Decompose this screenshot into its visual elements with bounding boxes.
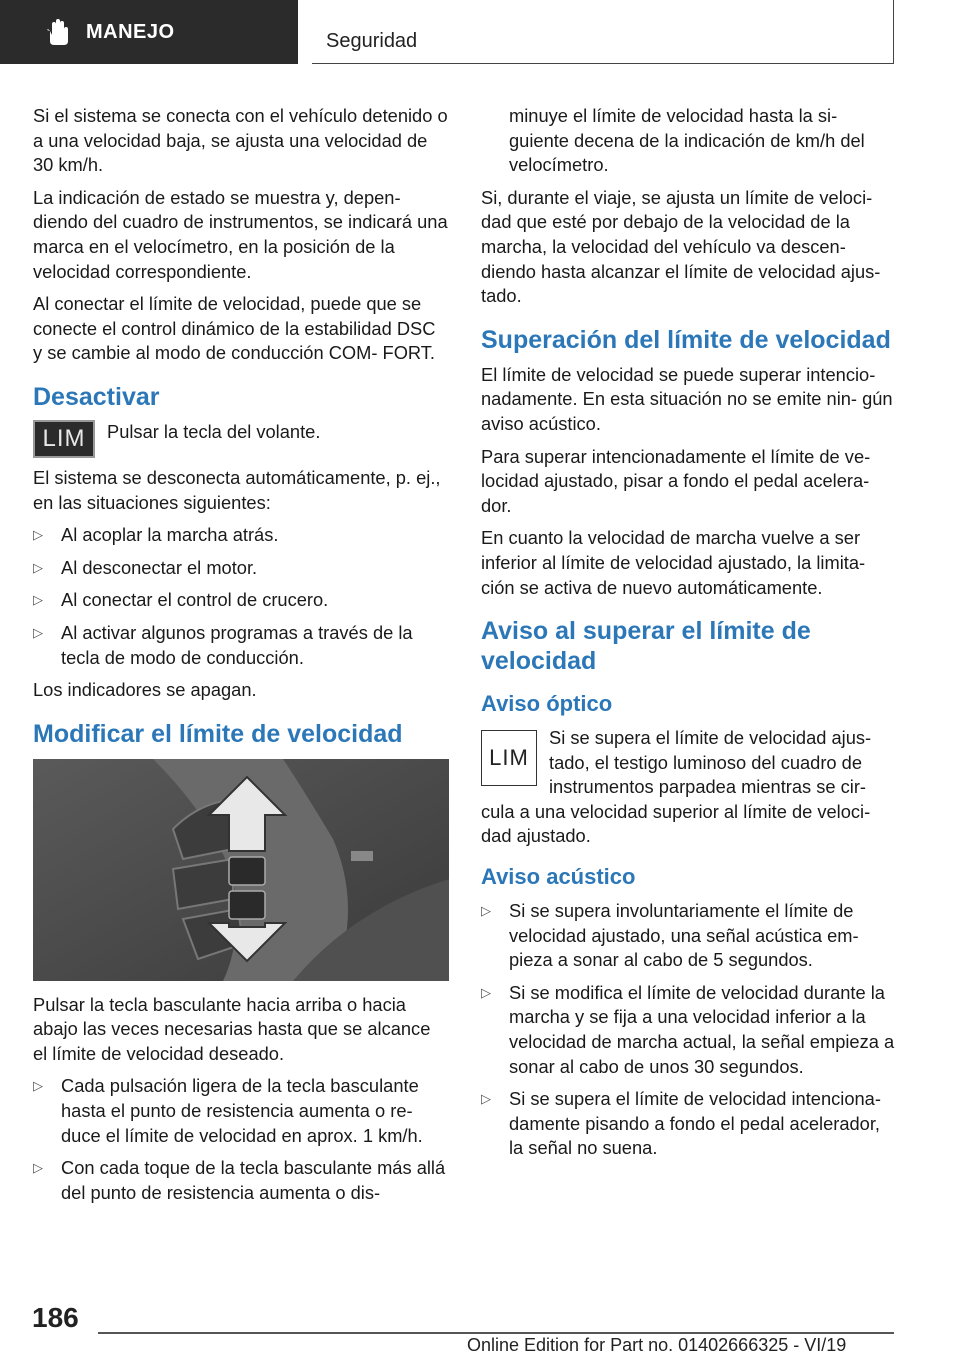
triangle-bullet-icon: ▷	[33, 592, 43, 608]
list-item: ▷ Al acoplar la marcha atrás.	[33, 523, 449, 548]
triangle-bullet-icon: ▷	[33, 559, 43, 575]
triangle-bullet-icon: ▷	[33, 1078, 43, 1094]
triangle-bullet-icon: ▷	[481, 1091, 491, 1107]
paragraph: Si el sistema se conecta con el vehículo detenido o a una velocidad baja, se ajusta una velocidad de 30 km/h.	[33, 105, 448, 176]
hand-steering-icon	[40, 13, 78, 51]
list-item: ▷ Si se supera involuntariamente el límite de velocidad ajustado, una señal acústica em‐ pieza a sonar al cabo de 5 segundos.	[481, 900, 859, 971]
chapter-tab[interactable]	[0, 0, 298, 64]
lim-indicator-icon: LIM	[481, 730, 537, 786]
triangle-bullet-icon: ▷	[33, 624, 43, 640]
list-item: ▷ Al desconectar el motor.	[33, 556, 449, 581]
paragraph: El sistema se desconecta automáticamente, p. ej., en las situaciones siguientes:	[33, 466, 441, 513]
page-number: 186	[32, 1302, 79, 1333]
paragraph: Para superar intencionadamente el límite de ve‐ locidad ajustado, pisar a fondo el pedal acelera‐ dor.	[481, 445, 871, 516]
edition-text: Online Edition for Part no. 01402666325 - VI/19	[467, 1335, 847, 1355]
list-item-continuation: minuye el límite de velocidad hasta la si‐ guiente decena de la indicación de km/h del velocímetro.	[509, 105, 865, 176]
list-item: ▷ Con cada toque de la tecla basculante más allá del punto de resistencia aumenta o dis‐	[33, 1157, 446, 1203]
footer-divider	[98, 1332, 894, 1334]
paragraph: Los indicadores se apagan.	[33, 679, 257, 701]
paragraph: Pulsar la tecla basculante hacia arriba o hacia abajo las veces necesarias hasta que se alcance el límite de velocidad deseado.	[33, 993, 431, 1064]
section-label: Seguridad	[326, 30, 418, 52]
heading-acustico: Aviso acústico	[481, 864, 636, 890]
triangle-bullet-icon: ▷	[33, 527, 43, 543]
triangle-bullet-icon: ▷	[33, 1160, 43, 1176]
optico-text: Si se supera el límite de velocidad ajus‐ tado, el testigo luminoso del cuadro de instrumentos parpadea mientras se cir‐ cula a una velocidad superior al límite de veloci‐ dad ajustado.	[481, 727, 872, 847]
paragraph: Al conectar el límite de velocidad, puede que se conecte el control dinámico de la estabilidad DSC y se cambie al modo de conducción COM‐ FORT.	[33, 293, 436, 364]
chapter-label: MANEJO	[86, 20, 175, 43]
steering-wheel-image	[33, 759, 449, 981]
heading-desactivar: Desactivar	[33, 382, 160, 411]
list-item: ▷ Si se supera el límite de velocidad intenciona‐ damente pisando a fondo el pedal acelerador, la señal no suena.	[481, 1088, 881, 1159]
heading-modificar: Modificar el límite de velocidad	[33, 719, 403, 748]
list-item: ▷ Si se modifica el límite de velocidad durante la marcha y se fija a una velocidad inferior a la velocidad de marcha actual, la señal empieza a sonar al cabo de unos 30 segundos.	[481, 981, 895, 1077]
paragraph: El límite de velocidad se puede superar intencio‐ nadamente. En esta situación no se emite nin‐ gún aviso acústico.	[481, 363, 893, 434]
triangle-bullet-icon: ▷	[481, 903, 491, 919]
left-column	[33, 104, 449, 1213]
list-item: ▷ Al conectar el control de crucero.	[33, 588, 449, 613]
heading-superacion: Superación del límite de velocidad	[481, 325, 891, 354]
optico-block	[481, 726, 897, 849]
lim-instruction	[33, 420, 449, 458]
triangle-bullet-icon: ▷	[481, 984, 491, 1000]
section-header	[312, 0, 894, 64]
paragraph: Si, durante el viaje, se ajusta un límite de veloci‐ dad que esté por debajo de la velocidad de la marcha, la velocidad del vehículo va descen‐ diendo hasta alcanzar el límite de velocidad ajus‐ tado.	[481, 186, 881, 307]
heading-aviso: Aviso al superar el límite de velocidad	[481, 617, 811, 676]
instruction-text: Pulsar la tecla del volante.	[107, 420, 321, 442]
paragraph: En cuanto la velocidad de marcha vuelve a ser inferior al límite de velocidad ajustado, la limita‐ ción se activa de nuevo automáticamente.	[481, 527, 866, 598]
list-item: ▷ Cada pulsación ligera de la tecla basculante hasta el punto de resistencia aumenta o re‐ duce el límite de velocidad en aprox. 1 km/h.	[33, 1075, 423, 1146]
lim-button-icon: LIM	[33, 420, 95, 458]
list-item: ▷ Al activar algunos programas a través de la tecla de modo de conducción.	[33, 621, 413, 668]
right-column	[481, 104, 897, 1169]
paragraph: La indicación de estado se muestra y, depen‐ diendo del cuadro de instrumentos, se indicará una marca en el velocímetro, en la posición de la velocidad correspondiente.	[33, 186, 448, 282]
heading-optico: Aviso óptico	[481, 691, 613, 717]
